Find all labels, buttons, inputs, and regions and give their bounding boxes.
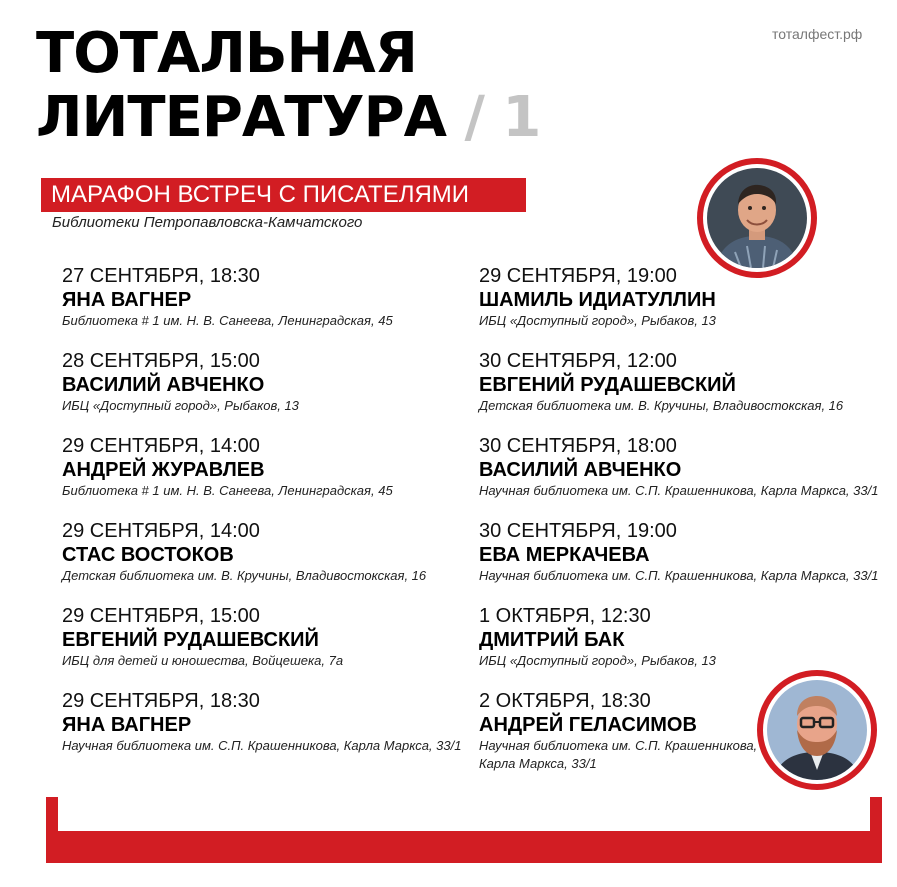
event-author: ЕВГЕНИЙ РУДАШЕВСКИЙ [62,629,319,651]
event-date: 30 СЕНТЯБРЯ, 18:00 [479,435,677,457]
event-date: 27 СЕНТЯБРЯ, 18:30 [62,265,260,287]
event-author: АНДРЕЙ ЖУРАВЛЕВ [62,459,265,481]
event-item [62,604,462,689]
event-item [62,434,462,519]
event-author: ВАСИЛИЙ АВЧЕНКО [62,374,265,396]
author-portrait [697,158,817,278]
event-item [479,349,879,434]
event-place: Научная библиотека им. С.П. Крашенникова, Карла Маркса, 33/1 [62,738,462,753]
event-place: ИБЦ «Доступный город», Рыбаков, 13 [479,653,716,668]
event-date: 2 ОКТЯБРЯ, 18:30 [479,690,651,712]
event-item [62,519,462,604]
event-place: Научная библиотека им. С.П. Крашенникова, Карла Маркса, 33/1 [479,483,879,498]
event-author: ЯНА ВАГНЕР [62,289,192,311]
portrait-illustration [707,168,807,268]
event-date: 30 СЕНТЯБРЯ, 19:00 [479,520,677,542]
portrait-illustration [767,680,867,780]
event-date: 29 СЕНТЯБРЯ, 14:00 [62,520,260,542]
event-author: ЕВГЕНИЙ РУДАШЕВСКИЙ [479,374,736,396]
event-place: Детская библиотека им. В. Кручины, Владивостокская, 16 [62,568,427,583]
event-item [62,689,462,774]
event-item [62,264,462,349]
event-item [62,349,462,434]
event-place: ИБЦ для детей и юношества, Войцешека, 7а [62,653,344,668]
event-item [479,434,879,519]
event-date: 28 СЕНТЯБРЯ, 15:00 [62,350,260,372]
event-date: 1 ОКТЯБРЯ, 12:30 [479,605,651,627]
subtitle: Библиотеки Петропавловска-Камчатского [52,214,363,231]
event-place: Детская библиотека им. В. Кручины, Владивостокская, 16 [479,398,844,413]
author-portrait [757,670,877,790]
event-item [479,519,879,604]
event-date: 29 СЕНТЯБРЯ, 18:30 [62,690,260,712]
events-left-column [62,264,462,774]
issue-number: / 1 [464,85,541,150]
event-place: Научная библиотека им. С.П. Крашенникова, Карла Маркса, 33/1 [479,738,758,771]
event-author: ЕВА МЕРКАЧЕВА [479,544,650,566]
marathon-banner: МАРАФОН ВСТРЕЧ С ПИСАТЕЛЯМИ [41,178,526,212]
site-url: тоталфест.рф [772,26,863,42]
title-line-2: ЛИТЕРАТУРА [36,85,446,150]
event-author: СТАС ВОСТОКОВ [62,544,234,566]
portrait-image [707,168,807,268]
event-place: Библиотека # 1 им. Н. В. Санеева, Ленинградская, 45 [62,483,393,498]
frame-inner [58,797,870,831]
event-author: ЯНА ВАГНЕР [62,714,192,736]
event-date: 29 СЕНТЯБРЯ, 15:00 [62,605,260,627]
event-date: 29 СЕНТЯБРЯ, 19:00 [479,265,677,287]
title-line-1: ТОТАЛЬНАЯ [36,21,417,86]
event-date: 29 СЕНТЯБРЯ, 14:00 [62,435,260,457]
event-author: ШАМИЛЬ ИДИАТУЛЛИН [479,289,716,311]
event-author: ВАСИЛИЙ АВЧЕНКО [479,459,682,481]
event-place: Библиотека # 1 им. Н. В. Санеева, Ленинградская, 45 [62,313,393,328]
event-place: Научная библиотека им. С.П. Крашенникова, Карла Маркса, 33/1 [479,568,879,583]
poster-title [36,22,540,150]
portrait-image [767,680,867,780]
event-date: 30 СЕНТЯБРЯ, 12:00 [479,350,677,372]
event-place: ИБЦ «Доступный город», Рыбаков, 13 [62,398,299,413]
event-author: ДМИТРИЙ БАК [479,629,625,651]
event-author: АНДРЕЙ ГЕЛАСИМОВ [479,714,697,736]
bottom-red-frame [46,797,882,863]
event-place: ИБЦ «Доступный город», Рыбаков, 13 [479,313,716,328]
event-item [479,264,879,349]
